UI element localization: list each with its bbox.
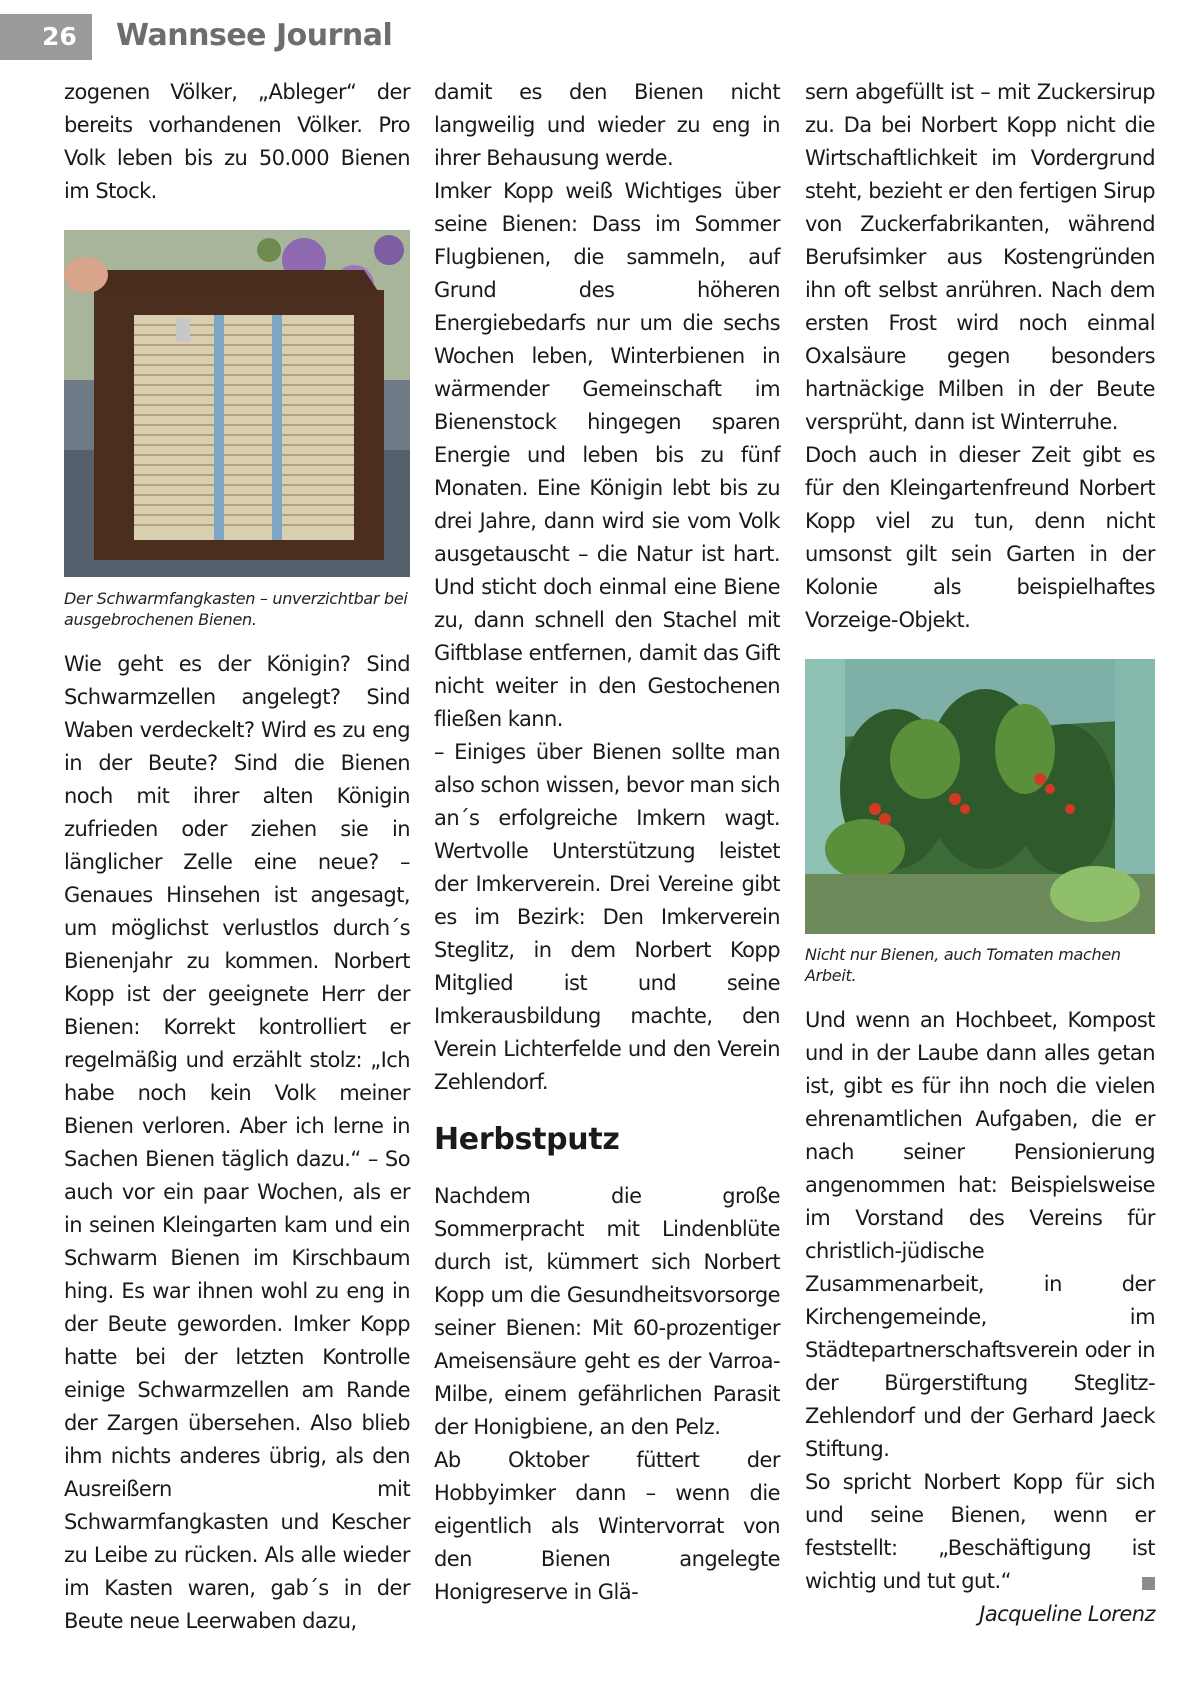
paragraph: Ab Oktober füttert der Hobbyimker dann – wenn die eigentlich als Wintervorrat von den Bienen angelegte Honigreserve in Glä- <box>434 1448 780 1604</box>
paragraph-text: So spricht Norbert Kopp für sich und seine Bienen, wenn er feststellt: „Beschäftigung ist wichtig und tut gut.“ <box>805 1470 1155 1593</box>
column-1 <box>64 76 410 1638</box>
swarm-box-photo <box>64 230 410 577</box>
end-of-article-mark <box>1142 1577 1155 1590</box>
page-header <box>0 0 1200 60</box>
column-3 <box>805 76 1155 1631</box>
journal-title: Wannsee Journal <box>116 18 393 53</box>
paragraph: – Einiges über Bienen sollte man also schon wissen, bevor man sich an´s erfolgreiche Imkern wagt. Wertvolle Unterstützung leistet der Imkerverein. Drei Vereine gibt es im Bezirk: Den Imkerverein Steglitz, in dem Norbert Kopp Mitglied ist und seine Imkerausbildung machte, den Verein Lichterfelde und den Verein Zehlendorf. <box>434 740 780 1094</box>
column-2 <box>434 76 780 1609</box>
paragraph: Und wenn an Hochbeet, Kompost und in der Laube dann alles getan ist, gibt es für ihn noch die vielen ehrenamtlichen Aufgaben, die er nach seiner Pensionierung angenommen hat: Beispielsweise im Vorstand des Vereins für christlich-jüdische Zusammenarbeit, in der Kirchengemeinde, im Städtepartnerschaftsverein oder in der Bürgerstiftung Steglitz-Zehlendorf und der Gerhard Jaeck Stiftung. <box>805 1008 1155 1461</box>
paragraph: zogenen Völker, „Ableger“ der bereits vorhandenen Völker. Pro Volk leben bis zu 50.000 Bienen im Stock. <box>64 80 410 203</box>
author-byline: Jacqueline Lorenz <box>979 1602 1155 1626</box>
photo-caption: Nicht nur Bienen, auch Tomaten machen Arbeit. <box>805 945 1121 985</box>
paragraph: Doch auch in dieser Zeit gibt es für den Kleingartenfreund Norbert Kopp viel zu tun, denn nicht umsonst gilt sein Garten in der Kolonie als beispielhaftes Vorzeige-Objekt. <box>805 443 1155 632</box>
paragraph: Nachdem die große Sommerpracht mit Lindenblüte durch ist, kümmert sich Norbert Kopp um die Gesundheitsvorsorge seiner Bienen: Mit 60-prozentiger Ameisensäure geht es der Varroa-Milbe, einem gefährlichen Parasit der Honigbiene, an den Pelz. <box>434 1184 780 1439</box>
photo-caption: Der Schwarmfangkasten – unverzichtbar bei ausgebrochenen Bienen. <box>64 589 408 629</box>
paragraph <box>805 1466 1155 1598</box>
section-heading: Herbstputz <box>434 1122 620 1157</box>
paragraph: damit es den Bienen nicht langweilig und wieder zu eng in ihrer Behausung werde. <box>434 80 780 170</box>
paragraph: Imker Kopp weiß Wichtiges über seine Bienen: Dass im Sommer Flugbienen, die sammeln, auf Grund des höheren Energiebedarfs nur um die sechs Wochen leben, Winterbienen in wärmender Gemeinschaft im Bienenstock hingegen sparen Energie und leben bis zu fünf Monaten. Eine Königin lebt bis zu drei Jahre, dann wird sie vom Volk ausgetauscht – die Natur ist hart. Und sticht doch einmal eine Biene zu, dann schnell den Stachel mit Giftblase entfernen, damit das Gift nicht weiter in den Gestochenen fließen kann. <box>434 179 780 731</box>
page-number: 26 <box>0 14 92 60</box>
tomato-greenhouse-photo <box>805 659 1155 934</box>
paragraph: Wie geht es der Königin? Sind Schwarmzellen angelegt? Sind Waben verdeckelt? Wird es zu eng in der Beute? Sind die Bienen noch mit ihrer alten Königin zufrieden oder ziehen sie in länglicher Zelle eine neue? – Genaues Hinsehen ist angesagt, um möglichst verlustlos durch´s Bienenjahr zu kommen. Norbert Kopp ist der geeignete Herr der Bienen: Korrekt kontrolliert er regelmäßig und erzählt stolz: „Ich habe noch kein Volk meiner Bienen verloren. Aber ich lerne in Sachen Bienen täglich dazu.“ – So auch vor ein paar Wochen, als er in seinen Kleingarten kam und ein Schwarm Bienen im Kirschbaum hing. Es war ihnen wohl zu eng in der Beute geworden. Imker Kopp hatte bei der letzten Kontrolle einige Schwarmzellen am Rande der Zargen übersehen. Also blieb ihm nichts anderes übrig, als den Ausreißern mit Schwarmfangkasten und Kescher zu Leibe zu rücken. Als alle wieder im Kasten waren, gab´s in der Beute neue Leerwaben dazu, <box>64 652 410 1633</box>
paragraph: sern abgefüllt ist – mit Zuckersirup zu. Da bei Norbert Kopp nicht die Wirtschaftlichkeit im Vordergrund steht, bezieht er den fertigen Sirup von Zuckerfabrikanten, während Berufsimker aus Kostengründen ihn oft selbst anrühren. Nach dem ersten Frost wird noch einmal Oxalsäure gegen besonders hartnäckige Milben in der Beute versprüht, dann ist Winterruhe. <box>805 80 1155 434</box>
